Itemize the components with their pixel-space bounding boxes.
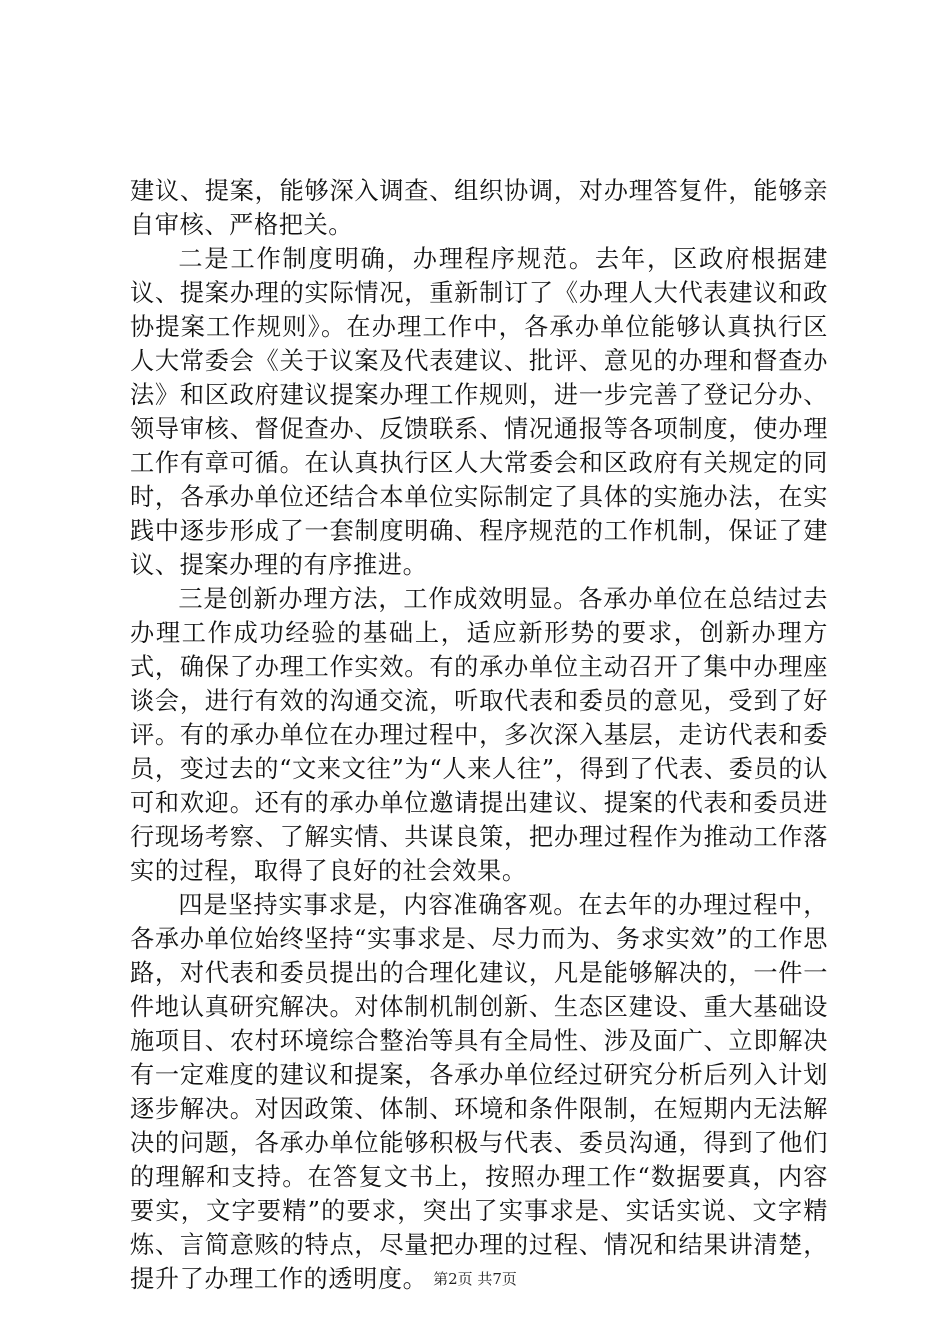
paragraph-fact-seeking: 四是坚持实事求是，内容准确客观。在去年的办理过程中，各承办单位始终坚持“实事求是、尽力而为、务求实效”的工作思路，对代表和委员提出的合理化建议，凡是能够解决的，一件一件地认真研究解决。对体制机制创新、生态区建设、重大基础设施项目、农村环境综合整治等具有全局性、涉及面广、立即解决有一定难度的建议和提案，各承办单位经过研究分析后列入计划逐步解决。对因政策、体制、环境和条件限制，在短期内无法解决的问题，各承办单位能够积极与代表、委员沟通，得到了他们的理解和支持。在答复文书上，按照办理工作“数据要真，内容要实，文字要精”的要求，突出了实事求是、实话实说、文字精炼、言简意赅的特点，尽量把办理的过程、情况和结果讲清楚，提升了办理工作的透明度。 [130,891,828,1293]
document-body [130,174,828,1296]
paragraph-continuation: 建议、提案，能够深入调查、组织协调，对办理答复件，能够亲自审核、严格把关。 [130,177,828,239]
paragraph-innovation: 三是创新办理方法，工作成效明显。各承办单位在总结过去办理工作成功经验的基础上，适应新形势的要求，创新办理方式，确保了办理工作实效。有的承办单位主动召开了集中办理座谈会，进行有效的沟通交流，听取代表和委员的意见，受到了好评。有的承办单位在办理过程中，多次深入基层，走访代表和委员，变过去的“文来文往”为“人来人往”，得到了代表、委员的认可和欢迎。还有的承办单位邀请提出建议、提案的代表和委员进行现场考察、了解实情、共谋良策，把办理过程作为推动工作落实的过程，取得了良好的社会效果。 [130,585,828,885]
page-footer: 第2页 共7页 [433,1270,517,1288]
paragraph-system-rules: 二是工作制度明确，办理程序规范。去年，区政府根据建议、提案办理的实际情况，重新制订了《办理人大代表建议和政协提案工作规则》。在办理工作中，各承办单位能够认真执行区人大常委会《关于议案及代表建议、批评、意见的办理和督查办法》和区政府建议提案办理工作规则，进一步完善了登记分办、领导审核、督促查办、反馈联系、情况通报等各项制度，使办理工作有章可循。在认真执行区人大常委会和区政府有关规定的同时，各承办单位还结合本单位实际制定了具体的实施办法，在实践中逐步形成了一套制度明确、程序规范的工作机制，保证了建议、提案办理的有序推进。 [130,245,828,579]
